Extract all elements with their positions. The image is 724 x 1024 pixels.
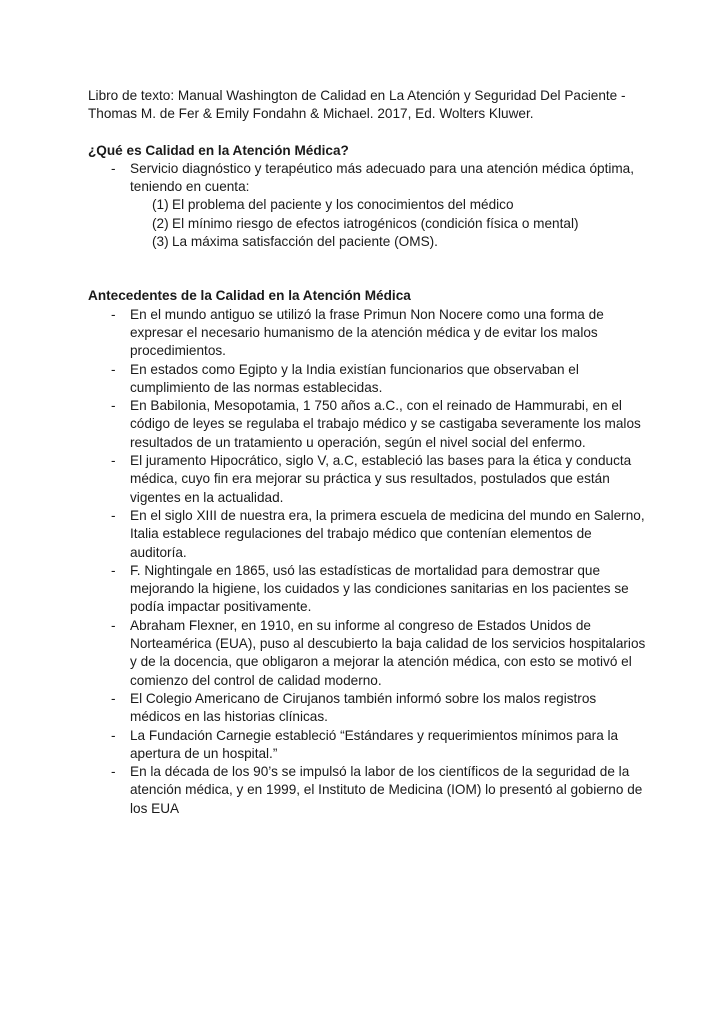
section-2-title: Antecedentes de la Calidad en la Atención Médica <box>88 288 411 304</box>
document-body <box>88 87 648 818</box>
item-text: El mínimo riesgo de efectos iatrogénicos (condición física o mental) <box>172 215 579 231</box>
list-item: - Abraham Flexner, en 1910, en su informe al congreso de Estados Unidos de Norteamérica (EUA), puso al descubierto la baja calidad de los servicios hospitalarios y de la docencia, que obligaron a mejorar la atención médica, con esto se motivó el comienzo del control de calidad moderno. <box>88 617 648 690</box>
numbered-item <box>88 233 648 251</box>
item-text: La máxima satisfacción del paciente (OMS). <box>172 234 438 250</box>
list-item: - En el mundo antiguo se utilizó la frase Primun Non Nocere como una forma de expresar el necesario humanismo de la atención médica y de evitar los malos procedimientos. <box>88 306 648 361</box>
section-1-list <box>88 160 648 251</box>
item-text: El problema del paciente y los conocimientos del médico <box>172 197 514 213</box>
section-1-title: ¿Qué es Calidad en la Atención Médica? <box>88 142 349 158</box>
reference-line-1: Libro de texto: Manual Washington de Calidad en La Atención y Seguridad Del Paciente - <box>88 88 626 103</box>
list-item: - El juramento Hipocrático, siglo V, a.C, estableció las bases para la ética y conducta médica, cuyo fin era mejorar su práctica y sus resultados, postulados que están vigentes en la actualidad. <box>88 452 648 507</box>
list-item: - En el siglo XIII de nuestra era, la primera escuela de medicina del mundo en Salerno, Italia establece regulaciones del trabajo médico que contenían elementos de auditoría. <box>88 507 648 562</box>
list-item-text: Servicio diagnóstico y terapéutico más adecuado para una atención médica óptima, teniendo en cuenta: <box>130 160 635 195</box>
numbered-item <box>88 215 648 233</box>
numbered-item <box>88 196 648 214</box>
list-item: - En Babilonia, Mesopotamia, 1 750 años a.C., con el reinado de Hammurabi, en el código de leyes se regulaba el trabajo médico y se castigaba severamente los malos resultados de un tratamiento u operación, según el nivel social del enfermo. <box>88 397 648 452</box>
list-item: - El Colegio Americano de Cirujanos también informó sobre los malos registros médicos en las historias clínicas. <box>88 690 648 727</box>
list-item <box>88 160 648 251</box>
item-number: (1) <box>152 197 169 213</box>
item-number: (3) <box>152 234 169 250</box>
spacer <box>88 124 648 142</box>
spacer <box>88 251 648 287</box>
section-2-list <box>88 306 648 818</box>
numbered-list <box>88 196 648 251</box>
list-item: - La Fundación Carnegie estableció “Estándares y requerimientos mínimos para la apertura de un hospital.” <box>88 727 648 764</box>
list-item: - En estados como Egipto y la India existían funcionarios que observaban el cumplimiento de las normas establecidas. <box>88 361 648 398</box>
list-item: - F. Nightingale en 1865, usó las estadísticas de mortalidad para demostrar que mejorando la higiene, los cuidados y las condiciones sanitarias en los pacientes se podía impactar positivamente. <box>88 562 648 617</box>
reference-line-2: Thomas M. de Fer & Emily Fondahn & Michael. 2017, Ed. Wolters Kluwer. <box>88 106 534 122</box>
list-item: - En la década de los 90’s se impulsó la labor de los científicos de la seguridad de la atención médica, y en 1999, el Instituto de Medicina (IOM) lo presentó al gobierno de los EUA <box>88 763 648 818</box>
item-number: (2) <box>152 215 169 231</box>
